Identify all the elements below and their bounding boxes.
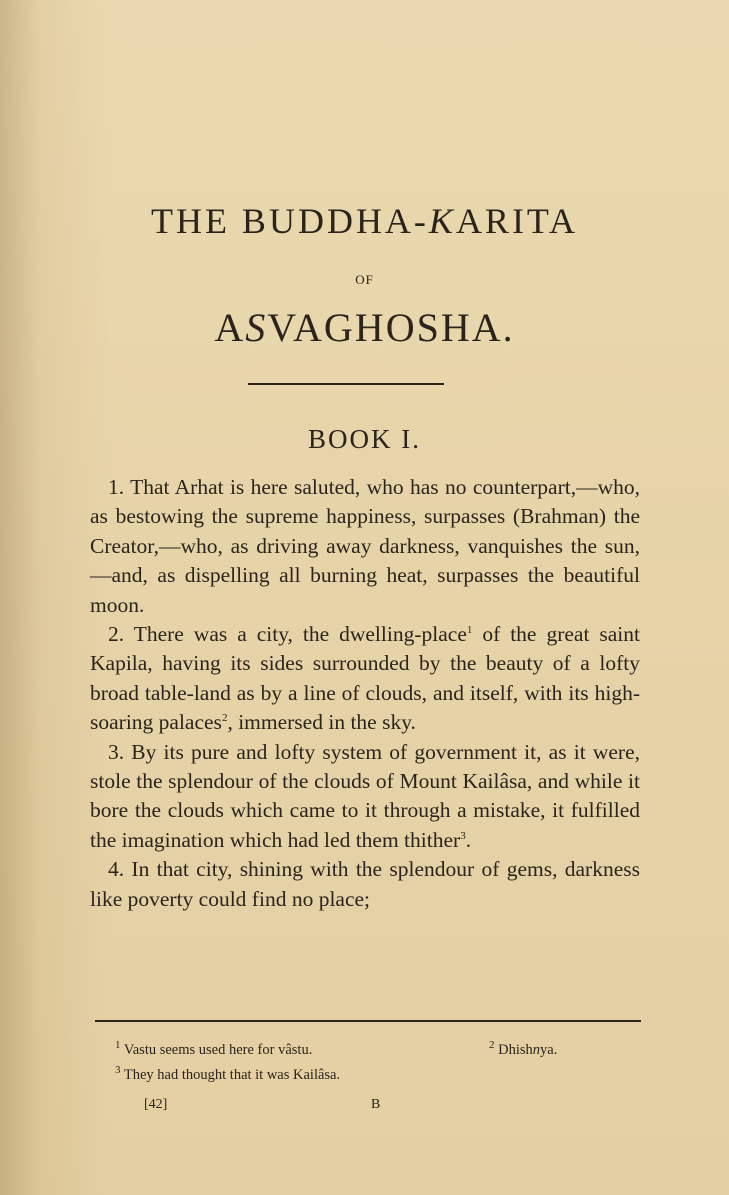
verse-2: 2. There was a city, the dwelling-place$^1$ of the great saint Kapila, having its sides surrounded by the beauty of a lofty broad table-land as by a line of clouds, and itself, with its high-soaring palaces$^2$, immersed in the sky. [90,622,640,735]
verse-3: 3. By its pure and lofty system of government it, as it were, stole the splendour of the clouds of Mount Kailâsa, and while it bore the clouds which came to it through a mistake, it fulfilled the imagination which had led them thither$^3$. [90,739,640,852]
book-heading: BOOK I. [308,424,421,454]
footnote-2: $^2$ Dhishnya. [489,1039,558,1058]
footnote-3: $^3$ They had thought that it was Kailâsa. [115,1064,341,1083]
footnote-divider [95,1020,641,1022]
verse-1: 1. That Arhat is here saluted, who has no counterpart,—who, as bestowing the supreme happiness, surpasses (Brahman) the Creator,—who, as driving away darkness, vanquishes the sun,—and, as dispelling all burning heat, surpasses the beautiful moon. [90,475,640,617]
title-divider [248,383,444,385]
author-name: ASVAGHOSHA. [214,305,515,350]
verse-4: 4. In that city, shining with the splendour of gems, darkness like poverty could find no place; [90,857,640,911]
footnote-ref: 2 [221,712,228,725]
title-of: OF [355,272,374,287]
footnote-ref: 3 [460,829,466,842]
footnote-1: $^1$ Vastu seems used here for vâstu. [115,1039,313,1058]
book-title: THE BUDDHA-KARITA [150,201,579,241]
page-number: [42] [144,1097,168,1112]
footnote-ref: 1 [466,623,473,636]
signature-mark: B [371,1097,381,1112]
body-text [90,473,640,914]
